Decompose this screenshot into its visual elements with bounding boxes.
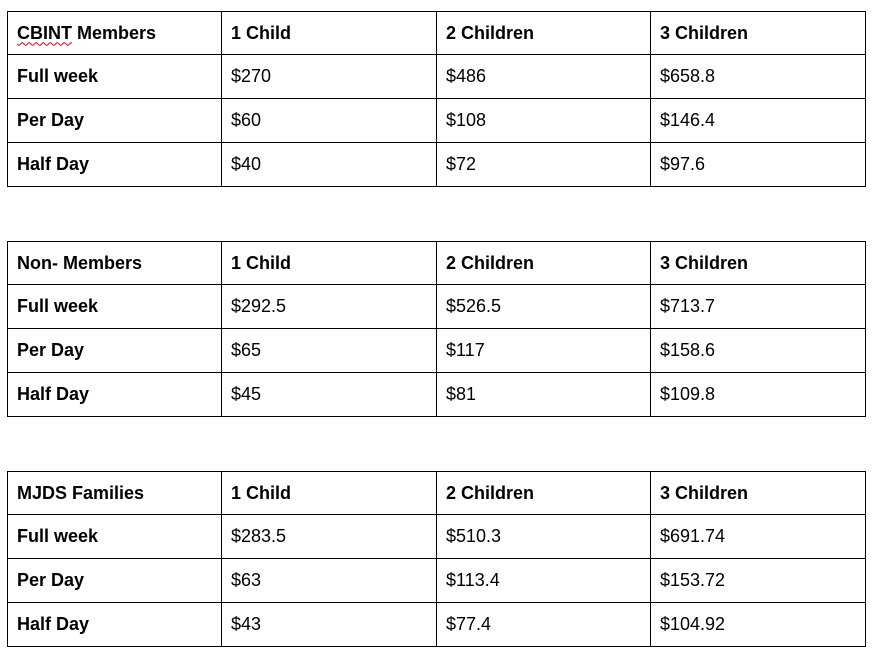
table-row: [8, 559, 866, 603]
row-label: Half Day: [8, 373, 222, 417]
table-row: [8, 285, 866, 329]
price-cell: $109.8: [651, 373, 866, 417]
column-header: 1 Child: [222, 472, 437, 515]
table-header-row: [8, 12, 866, 55]
table-header-row: [8, 242, 866, 285]
row-label: Full week: [8, 55, 222, 99]
row-label: Per Day: [8, 329, 222, 373]
column-header: 3 Children: [651, 242, 866, 285]
row-label: Half Day: [8, 143, 222, 187]
price-cell: $104.92: [651, 603, 866, 647]
column-header: 3 Children: [651, 472, 866, 515]
table-row: [8, 99, 866, 143]
price-cell: $713.7: [651, 285, 866, 329]
price-cell: $283.5: [222, 515, 437, 559]
column-header: 2 Children: [437, 472, 651, 515]
row-label: Full week: [8, 285, 222, 329]
column-header: 1 Child: [222, 12, 437, 55]
price-cell: $153.72: [651, 559, 866, 603]
table-row: [8, 143, 866, 187]
price-cell: $270: [222, 55, 437, 99]
pricing-table-mjds-families: [7, 471, 866, 647]
price-cell: $526.5: [437, 285, 651, 329]
price-cell: $117: [437, 329, 651, 373]
price-cell: $113.4: [437, 559, 651, 603]
price-cell: $77.4: [437, 603, 651, 647]
spellcheck-flagged-word[interactable]: CBINT: [17, 22, 72, 43]
price-cell: $691.74: [651, 515, 866, 559]
table-header-group-cell: [8, 242, 222, 285]
column-header: 3 Children: [651, 12, 866, 55]
price-cell: $60: [222, 99, 437, 143]
header-group-label: Members: [72, 22, 157, 43]
price-cell: $72: [437, 143, 651, 187]
row-label: Per Day: [8, 559, 222, 603]
price-cell: $146.4: [651, 99, 866, 143]
price-cell: $658.8: [651, 55, 866, 99]
header-group-label: MJDS Families: [17, 482, 145, 503]
column-header: 2 Children: [437, 12, 651, 55]
table-header-group-cell: [8, 472, 222, 515]
price-cell: $486: [437, 55, 651, 99]
table-row: [8, 603, 866, 647]
table-row: [8, 55, 866, 99]
price-cell: $65: [222, 329, 437, 373]
price-cell: $81: [437, 373, 651, 417]
price-cell: $510.3: [437, 515, 651, 559]
price-cell: $108: [437, 99, 651, 143]
row-label: Full week: [8, 515, 222, 559]
table-row: [8, 329, 866, 373]
price-cell: $97.6: [651, 143, 866, 187]
pricing-table-cbint-members: [7, 11, 866, 187]
price-cell: $158.6: [651, 329, 866, 373]
price-cell: $40: [222, 143, 437, 187]
price-cell: $43: [222, 603, 437, 647]
row-label: Half Day: [8, 603, 222, 647]
price-cell: $292.5: [222, 285, 437, 329]
table-header-row: [8, 472, 866, 515]
row-label: Per Day: [8, 99, 222, 143]
price-cell: $45: [222, 373, 437, 417]
table-row: [8, 515, 866, 559]
column-header: 1 Child: [222, 242, 437, 285]
table-row: [8, 373, 866, 417]
column-header: 2 Children: [437, 242, 651, 285]
header-group-label: Non- Members: [17, 252, 143, 273]
pricing-table-non-members: [7, 241, 866, 417]
price-cell: $63: [222, 559, 437, 603]
table-header-group-cell: [8, 12, 222, 55]
